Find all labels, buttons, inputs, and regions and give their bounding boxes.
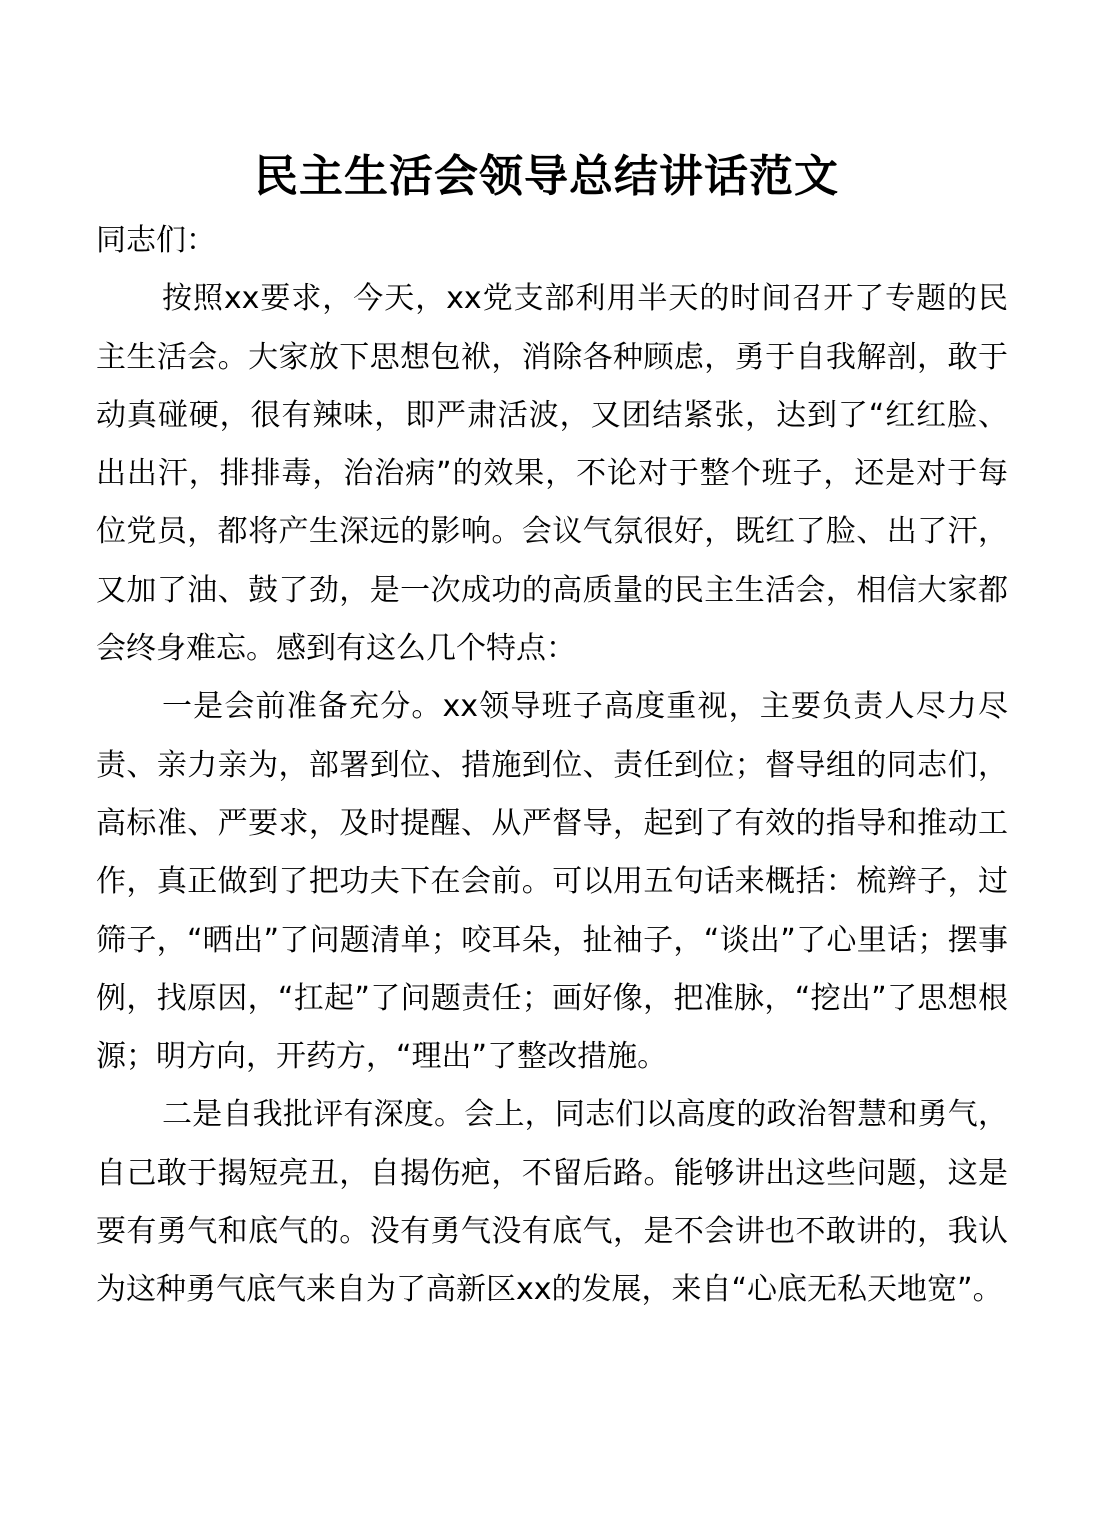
paragraph-point-one: 一是会前准备充分。xx领导班子高度重视，主要负责人尽力尽责、亲力亲为，部署到位、措施到位、责任到位；督导组的同志们，高标准、严要求，及时提醒、从严督导，起到了有效的指导和推动工作，真正做到了把功夫下在会前。可以用五句话来概括：梳辫子，过筛子，“晒出”了问题清单；咬耳朵，扯袖子，“谈出”了心里话；摆事例，找原因，“扛起”了问题责任；画好像，把准脉，“挖出”了思想根源；明方向，开药方，“理出”了整改措施。 (96, 689, 1008, 1075)
document-body (96, 212, 1008, 1320)
paragraph-intro: 按照xx要求，今天，xx党支部利用半天的时间召开了专题的民主生活会。大家放下思想包袱，消除各种顾虑，勇于自我解剖，敢于动真碰硬，很有辣味，即严肃活波，又团结紧张，达到了“红红脸、出出汗，排排毒，治治病”的效果，不论对于整个班子，还是对于每位党员，都将产生深远的影响。会议气氛很好，既红了脸、出了汗，又加了油、鼓了劲，是一次成功的高质量的民主生活会，相信大家都会终身难忘。感到有这么几个特点： (96, 281, 1008, 667)
salutation: 同志们： (96, 223, 216, 258)
document-title: 民主生活会领导总结讲话范文 (254, 151, 839, 202)
paragraph-point-two: 二是自我批评有深度。会上，同志们以高度的政治智慧和勇气，自己敢于揭短亮丑，自揭伤疤，不留后路。能够讲出这些问题，这是要有勇气和底气的。没有勇气没有底气，是不会讲也不敢讲的，我认为这种勇气底气来自为了高新区xx的发展，来自“心底无私天地宽”。 (96, 1097, 1008, 1308)
